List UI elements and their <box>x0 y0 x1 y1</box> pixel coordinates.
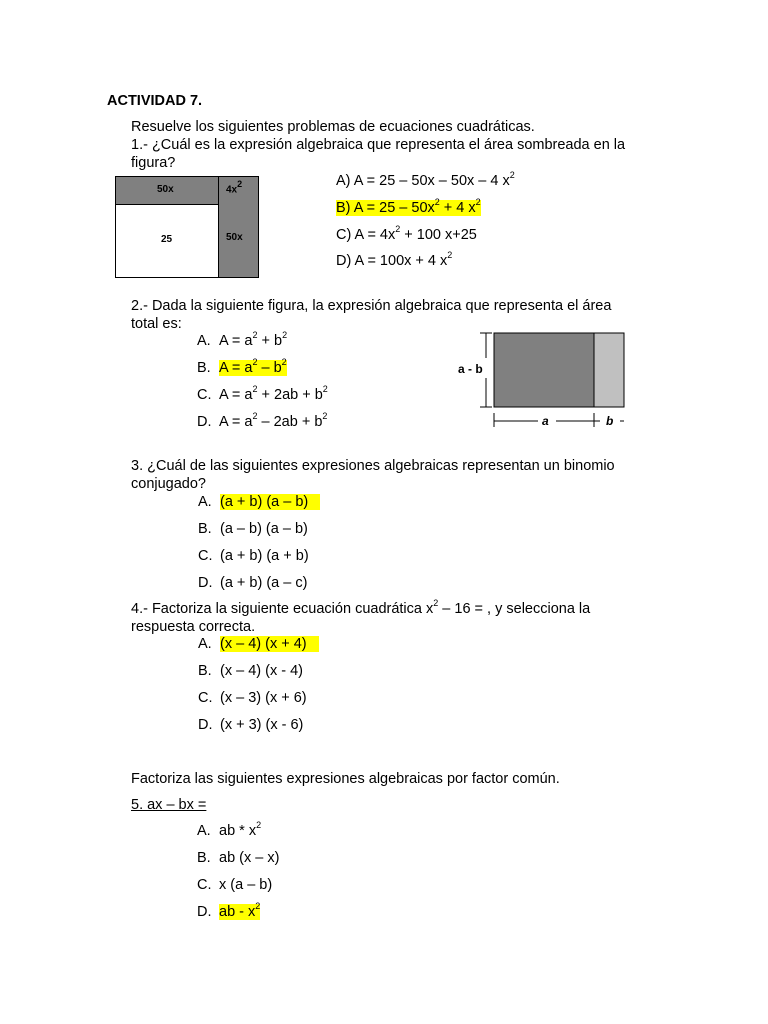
q2-option-a: A. $A = a^2 + b^2$ <box>197 330 288 349</box>
q1-option-b: B) $A = 25 - 50x^2 + 4$ $x^2$ <box>336 197 481 216</box>
q2-fig-bottom-a-label: a <box>542 414 549 428</box>
q1-text-line1: 1.- ¿Cuál es la expresión algebraica que representa el área sombreada en la <box>131 137 626 153</box>
q1-fig-bottom-right-label: 50x <box>226 232 243 243</box>
q2-option-c: C. $A = a^2 + 2ab + b^2$ <box>197 384 328 403</box>
q3-option-b: B. (a – b) (a – b) <box>198 521 308 537</box>
q4-option-a: A. (x – 4) (x + 4) <box>198 636 319 652</box>
intro-text: Resuelve los siguientes problemas de ecuaciones cuadráticas. <box>131 119 535 135</box>
q3-text-line2: conjugado? <box>131 476 206 492</box>
q5-option-a: A. ab * $x^2$ <box>197 820 262 839</box>
q1-option-d: D) A = 100x + 4 $x^2$ <box>336 250 453 269</box>
page-title: ACTIVIDAD 7. <box>107 93 203 109</box>
q2-option-d: D. $A = a^2 - 2ab + b^2$ <box>197 411 328 430</box>
q5-label: 5. ax – bx = <box>131 797 207 813</box>
q1-option-c: C) $A = 4x^2 + 100$ x+25 <box>336 224 477 243</box>
q2-fig-bottom-b-label: b <box>606 414 614 428</box>
q1-figure <box>115 176 259 278</box>
q1-text-line2: figura? <box>131 155 176 171</box>
q2-fig-side-label: a - b <box>458 362 483 376</box>
q2-figure <box>452 330 628 432</box>
q4-text-line2: respuesta correcta. <box>131 619 256 635</box>
q1-option-a: A) A = 25 – 50x – 50x – 4 $x^2$ <box>336 170 515 189</box>
q2-option-b: B. $A = a^2 - b^2$ <box>197 357 287 376</box>
q2-text-line1: 2.- Dada la siguiente figura, la expresión algebraica que representa el área <box>131 298 612 314</box>
q4-option-d: D. (x + 3) (x - 6) <box>198 717 304 733</box>
q1-fig-bottom-left-label: 25 <box>161 234 173 245</box>
q4-text-line1: 4.- Factoriza la siguiente ecuación cuadrática $x^2 - 16$ = , y selecciona la <box>131 598 591 617</box>
q1-fig-top-left-label: 50x <box>157 184 174 195</box>
q5-option-d: D. ab - $x^2$ <box>197 901 261 920</box>
factor-heading: Factoriza las siguientes expresiones algebraicas por factor común. <box>131 771 560 787</box>
q5-option-c: C. x (a – b) <box>197 877 273 893</box>
q3-text-line1: 3. ¿Cuál de las siguientes expresiones algebraicas representan un binomio <box>131 458 615 474</box>
q2-figure-shapes <box>452 330 628 432</box>
q1-fig-top-right-label: $4x^2$ <box>226 179 243 196</box>
q5-option-b: B. ab (x – x) <box>197 850 280 866</box>
q4-option-b: B. (x – 4) (x - 4) <box>198 663 303 679</box>
q2-text-line2: total es: <box>131 316 182 332</box>
q3-option-a: A. (a + b) (a – b) <box>198 494 321 510</box>
q3-option-d: D. (a + b) (a – c) <box>198 575 308 591</box>
q3-option-c: C. (a + b) (a + b) <box>198 548 309 564</box>
q4-option-c: C. (x – 3) (x + 6) <box>198 690 307 706</box>
